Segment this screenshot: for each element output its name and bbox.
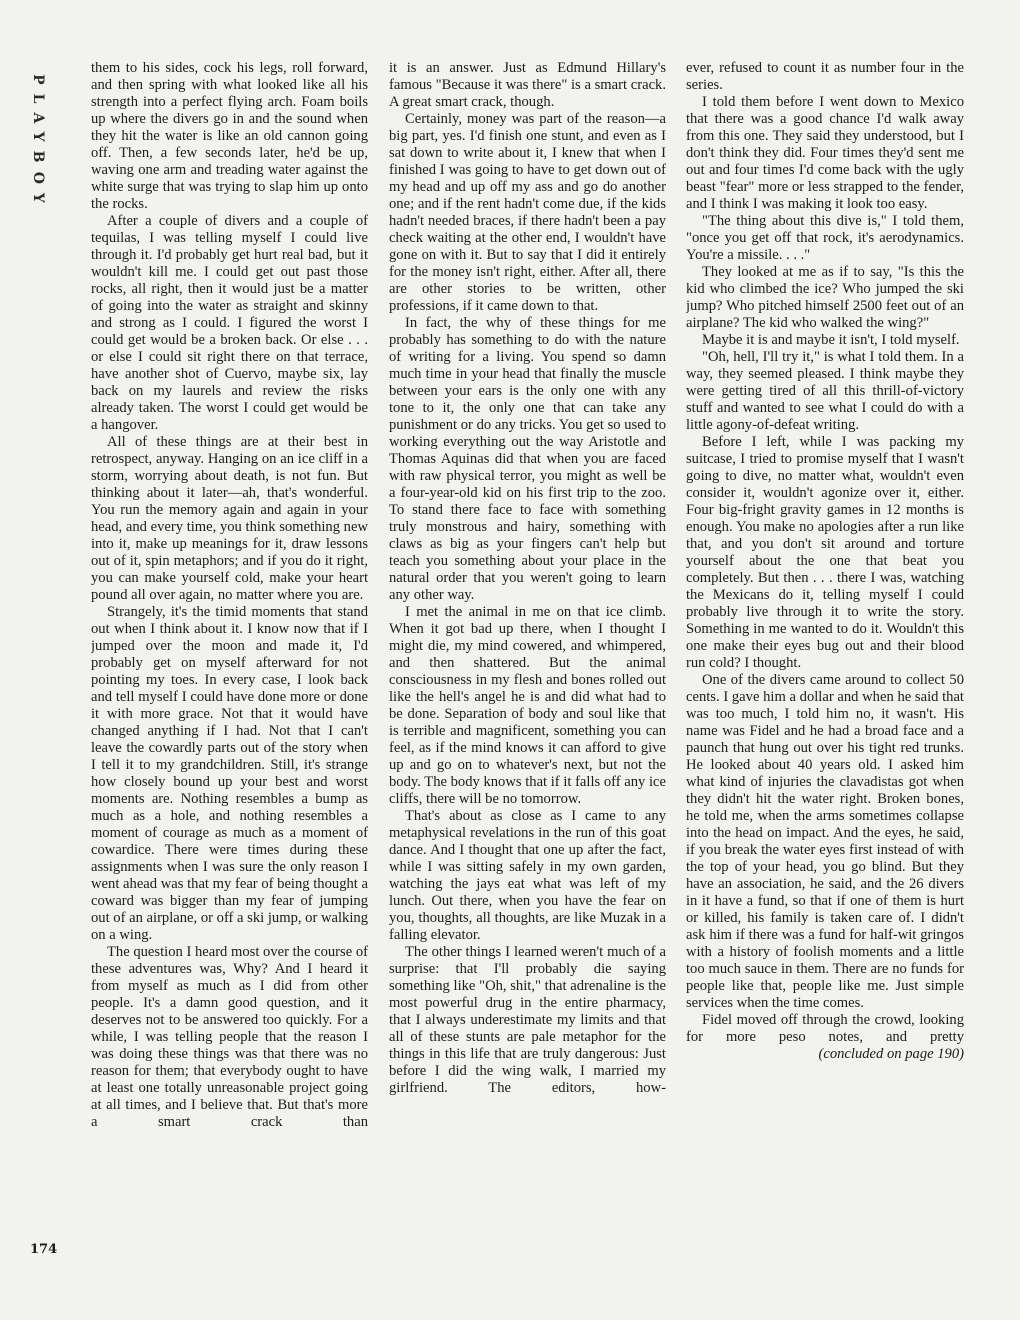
- masthead: [20, 58, 56, 228]
- paragraph: "Oh, hell, I'll try it," is what I told them. In a way, they seemed pleased. I think maybe they were getting tired of all this thrill-of-victory stuff and wanted to see what I could do with a little agony-of-defeat writing.: [686, 349, 964, 433]
- paragraph: After a couple of divers and a couple of tequilas, I was telling myself I could live through it. I'd probably get hurt real bad, but it wouldn't kill me. I could get out past those rocks, all right, then it would just be a matter of going into the water as straight and skinny and strong as I could. I figured the worst I could get would be a broken back. Or else . . . or else I could sit right there on that terrace, have another shot of Cuervo, maybe six, lay back on my laurels and review the risks already taken. The worst I could get would be a hangover.: [91, 213, 368, 433]
- article-column-2: [389, 60, 666, 1270]
- paragraph: The other things I learned weren't much of a surprise: that I'll probably die saying something like "Oh, shit," that adrenaline is the most powerful drug in the entire pharmacy, that I always underestimate my limits and that all of these stunts are pale metaphor for the things in this life that are truly dangerous: Just before I did the wing walk, I married my girlfriend. The editors, how-: [389, 944, 666, 1096]
- paragraph: them to his sides, cock his legs, roll forward, and then spring with what looked like all his strength into a perfect flying arch. Foam boils up where the divers go in and the sound when they hit the water is like an old cannon going off. Then, a few seconds later, he'd be up, waving one arm and treading water against the white surge that was trying to slap him up onto the rocks.: [91, 60, 368, 212]
- paragraph: I met the animal in me on that ice climb. When it got bad up there, when I thought I might die, my mind cowered, and whimpered, and then shattered. But the animal consciousness in my flesh and bones rolled out like the hell's angel he is and did what had to be done. Separation of body and soul like that is terrible and magnificent, something you can feel, as if the mind knows it can afford to give up and go on to whatever's next, but not the body. The body knows that if it falls off any ice cliffs, there will be no tomorrow.: [389, 604, 666, 807]
- paragraph: They looked at me as if to say, "Is this the kid who climbed the ice? Who jumped the ski jump? Who pitched himself 2500 feet out of an airplane? The kid who walked the wing?": [686, 264, 964, 331]
- paragraph: Before I left, while I was packing my suitcase, I tried to promise myself that I wasn't going to dive, no matter what, wouldn't even consider it, wouldn't agonize over it, either. Four big-fright gravity games in 12 months is enough. You make no apologies after a run like that, and you don't sit around and torture yourself about the one that beat you completely. But then . . . there I was, watching the Mexicans do it, telling myself I could probably live through it to write the story. Something in me wanted to do it. Wouldn't this one make their eyes bug out and their blood run cold? I thought.: [686, 434, 964, 671]
- paragraph: ever, refused to count it as number four in the series.: [686, 60, 964, 93]
- paragraph: In fact, the why of these things for me probably has something to do with the nature of writing for a living. You spend so damn much time in your head that finally the muscle between your ears is the only one with any tone to it, the only one that can take any punishment or do any tricks. You get so used to working everything out the way Aristotle and Thomas Aquinas did that when you are faced with raw physical terror, you might as well be a four-year-old kid on his first trip to the zoo. To stand there face to face with something truly monstrous and hairy, something with claws as big as your fingers can't help but teach you something about your place in the natural order that you weren't going to learn any other way.: [389, 315, 666, 603]
- paragraph: The question I heard most over the course of these adventures was, Why? And I heard it from myself as much as I did from other people. It's a damn good question, and it deserves not to be answered too quickly. For a while, I was telling people that the reason I was doing these things was that there was no reason for them; that everybody ought to have at least one totally unreasonable project going at all times, and I believe that. But that's more a smart crack than: [91, 944, 368, 1130]
- paragraph: One of the divers came around to collect 50 cents. I gave him a dollar and when he said that was too much, I told him no, it wasn't. His name was Fidel and he had a broad face and a paunch that hung out over his tight red trunks. He looked about 40 years old. I asked him what kind of injuries the clavadistas got when they didn't hit the water right. Broken bones, he told me, when the arms sometimes collapse into the head on impact. And the eyes, he said, if you break the water eyes first instead of with the top of your head, you go blind. But they have an association, he said, and the 26 divers in it have a fund, so that if one of them is hurt or killed, his family is taken care of. I didn't ask him if there was a fund for half-wit gringos with a history of foolish moments and a little too much sauce in them. There are no funds for people like that, people like me. Just simple services when the time comes.: [686, 672, 964, 1011]
- article-column-3: [686, 60, 964, 1270]
- paragraph: All of these things are at their best in retrospect, anyway. Hanging on an ice cliff in a storm, worrying about death, is not fun. But thinking about it later—ah, that's wonderful. You run the memory again and again in your head, and every time, you think something new into it, make up meanings for it, draw lessons out of it, spin metaphors; and if you do it right, you can make yourself cold, make your heart pound all over again, no matter where you are.: [91, 434, 368, 603]
- paragraph: Strangely, it's the timid moments that stand out when I think about it. I know now that if I jumped over the moon and made it, I'd probably get on myself afterward for not pointing my toes. In every case, I look back and tell myself I could have done more or done it with more grace. Not that it would have changed anything if I had. Not that I can't leave the cowardly parts out of the story when I tell it to my grandchildren. Still, it's strange how closely bound up your best and worst moments are. Nothing resembles a bump as much as a hole, and nothing resembles a moment of courage as much as a moment of cowardice. There were times during these assignments when I was sure the only reason I went ahead was that my fear of being thought a coward was bigger than my fear of jumping out of an airplane, or off a ski jump, or walking on a wing.: [91, 604, 368, 943]
- paragraph: "The thing about this dive is," I told them, "once you get off that rock, it's aerodynamics. You're a missile. . . .": [686, 213, 964, 263]
- paragraph: Maybe it is and maybe it isn't, I told myself.: [702, 332, 960, 348]
- article-column-1: [91, 60, 368, 1270]
- paragraph: I told them before I went down to Mexico that there was a good chance I'd walk away from this one. They said they understood, but I don't think they did. Four times they'd sent me out and four times I'd come back with the ugly beast "fear" more or less strapped to the fender, and I think I was making it look too easy.: [686, 94, 964, 212]
- paragraph: it is an answer. Just as Edmund Hillary's famous "Because it was there" is a smart crack. A great smart crack, though.: [389, 60, 666, 110]
- page-number: 174: [30, 1242, 58, 1257]
- continuation-note: (concluded on page 190): [818, 1046, 964, 1062]
- masthead-title: PLAYBOY: [30, 74, 46, 212]
- paragraph: Fidel moved off through the crowd, looking for more peso notes, and pretty: [686, 1012, 964, 1045]
- paragraph: Certainly, money was part of the reason—a big part, yes. I'd finish one stunt, and even as I sat down to write about it, I knew that when I finished I was going to have to get down out of my head and up off my ass and go do another one; and if the rent hadn't come due, if the kids hadn't needed braces, if there hadn't been a pay check waiting at the other end, I wouldn't have gone on with it. But to say that I did it entirely for the money isn't right, either. After all, there are other stories to be written, other professions, if it came down to that.: [389, 111, 666, 314]
- paragraph: That's about as close as I came to any metaphysical revelations in the run of this goat dance. And I thought that one up after the fact, while I was sitting safely in my own garden, watching the jays eat what was left of my lunch. Out there, when you have the fear on you, thoughts, all thoughts, are like Muzak in a falling elevator.: [389, 808, 666, 943]
